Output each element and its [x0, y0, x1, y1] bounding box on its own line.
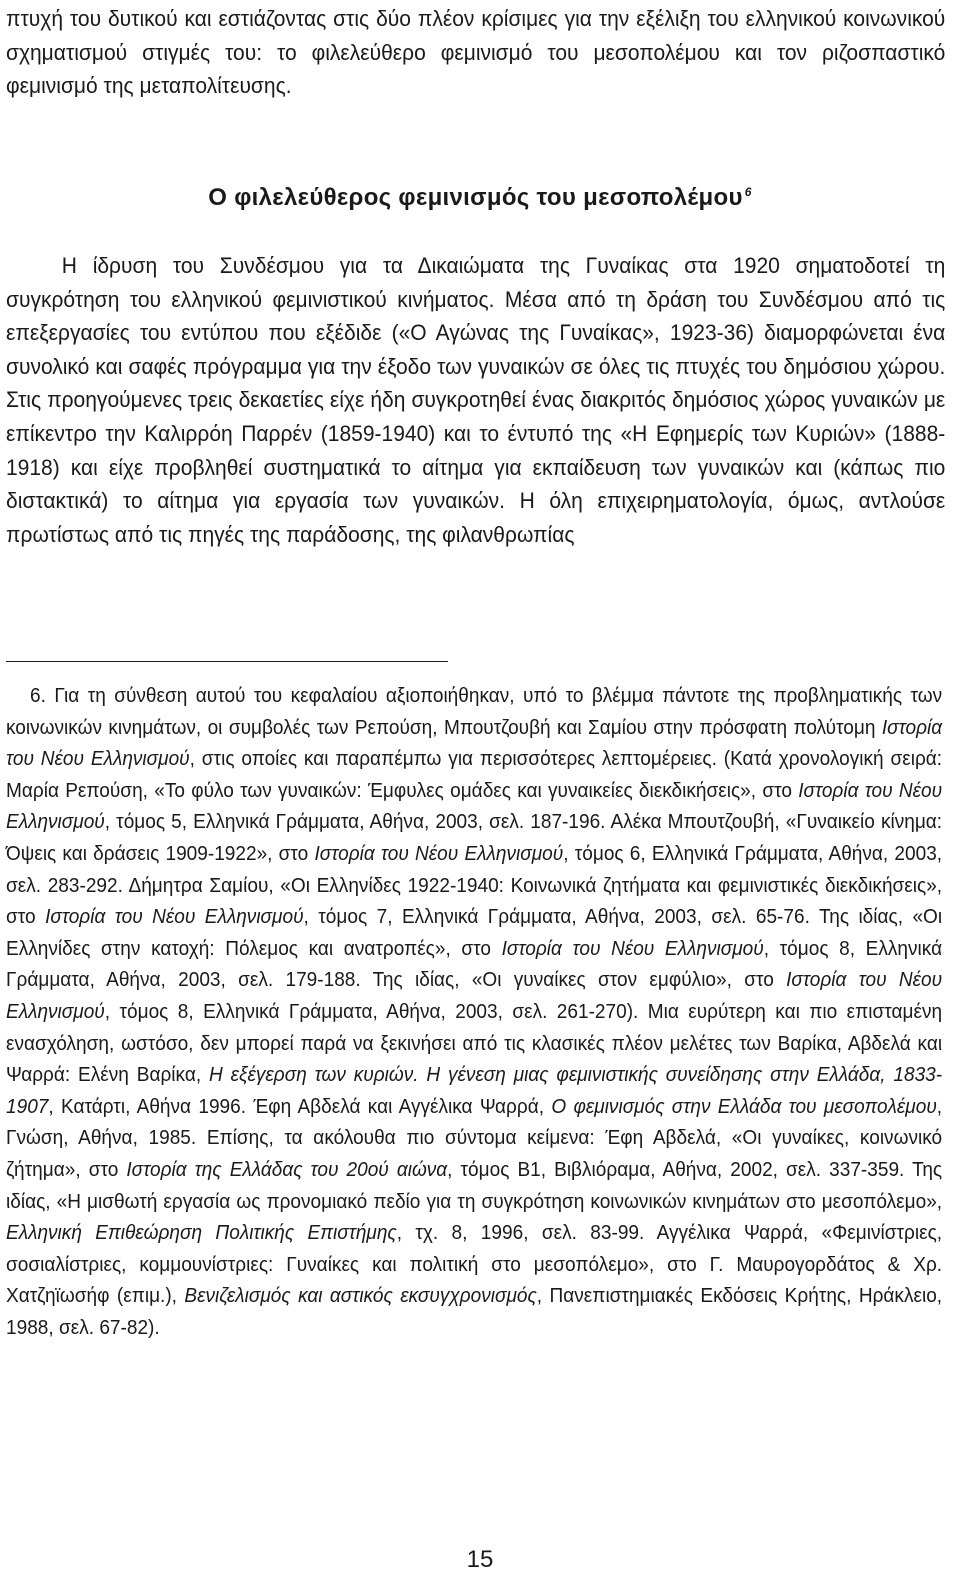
footnote-segment: , στις οποίες και παραπέμπω για περισσότερες λεπτομέρειες. (Κατά χρονολογική σειρά: Μαρία Ρεπούση, «Το φύλο των γυναικών: Έμφυλες ομάδες και γυναικείες διεκδικήσεις», στο: [6, 747, 943, 802]
footnote-title-italic: Η εξέγερση των κυριών. Η γένεση μιας φεμινιστικής συνείδησης στην Ελλάδα, 1833-1907: [6, 1063, 943, 1118]
footnote-title-italic: Ιστορία του Νέου Ελληνισμού: [6, 715, 943, 771]
body-paragraph: Η ίδρυση του Συνδέσμου για τα Δικαιώματα της Γυναίκας στα 1920 σηματοδοτεί τη συγκρότηση του ελληνικού φεμινιστικού κινήματος. Μέσα από τη δράση του Συνδέσμου από τις επεξεργασίες του εντύπου που εξέδιδε («Ο Αγώνας της Γυναίκας», 1923-36) διαμορφώνεται ένα συνολικό και σαφές πρόγραμμα για την έξοδο των γυναικών σε όλες τις πτυχές του δημόσιου χώρου. Στις προηγούμενες τρεις δεκαετίες είχε ήδη συγκροτηθεί ένας διακριτός δημόσιος χώρος γυναικών με επίκεντρο την Καλιρρόη Παρρέν (1859-1940) και το έντυπό της «Η Εφημερίς των Κυριών» (1888-1918) και είχε προβληθεί συστηματικά το αίτημα για εκπαίδευση των γυναικών και (κάπως πιο διστακτικά) το αίτημα για εργασία των γυναικών. Η όλη επιχειρηματολογία, όμως, αντλούσε πρωτίστως από τις πηγές της παράδοσης, της φιλανθρωπίας: [6, 253, 946, 547]
section-heading: [0, 175, 960, 215]
page-number: 15: [466, 1546, 494, 1573]
footnote-segment: , τόμος Β1, Βιβλιόραμα, Αθήνα, 2002, σελ. 337-359. Της ιδίας, «Η μισθωτή εργασία ως προνομιακό πεδίο για τη συγκρότηση κοινωνικών κινημάτων στο μεσοπόλεμο»,: [6, 1157, 943, 1213]
intro-paragraph: πτυχή του δυτικού και εστιάζοντας στις δύο πλέον κρίσιμες για την εξέλιξη του ελληνικού κοινωνικού σχηματισμού στιγμές του: το φιλελεύθερο φεμινισμό του μεσοπολέμου και τον ριζοσπαστικό φεμινισμό της μεταπολίτευσης.: [6, 6, 946, 99]
footnote-segment: , Γνώση, Αθήνα, 1985. Επίσης, τα ακόλουθα πιο σύντομα κείμενα: Έφη Αβδελά, «Οι γυναίκες, κοινωνικό ζήτημα», στο: [6, 1094, 943, 1181]
footnote-segment: , τόμος 8, Ελληνικά Γράμματα, Αθήνα, 2003, σελ. 179-188. Της ιδίας, «Οι γυναίκες στον εμφύλιο», στο: [6, 936, 943, 992]
footnote-title-italic: Ιστορία του Νέου Ελληνισμού: [501, 936, 764, 960]
footnote-segment: , τόμος 6, Ελληνικά Γράμματα, Αθήνα, 2003, σελ. 283-292. Δήμητρα Σαμίου, «Οι Ελληνίδες 1922-1940: Κοινωνικά ζητήματα και φεμινιστικές διεκδικήσεις», στο: [6, 841, 943, 929]
footnote-reference: 6: [744, 185, 752, 199]
footnote-segment: , τόμος 7, Ελληνικά Γράμματα, Αθήνα, 2003, σελ. 65-76. Της ιδίας, «Οι Ελληνίδες στην κατοχή: Πόλεμος και ανατροπές», στο: [6, 905, 943, 960]
section-heading-text: Ο φιλελεύθερος φεμινισμός του μεσοπολέμου: [208, 184, 743, 211]
footnote-segment: , τχ. 8, 1996, σελ. 83-99. Αγγέλικα Ψαρρά, «Φεμινίστριες, σοσιαλίστριες, κομμουνίστριες: Γυναίκες και πολιτική στο μεσοπόλεμο», στο Γ. Μαυρογορδάτος & Χρ. Χατζηϊωσήφ (επιμ.),: [6, 1221, 943, 1308]
footnote-title-italic: Ιστορία του Νέου Ελληνισμού: [45, 905, 304, 929]
footnote-title-italic: Βενιζελισμός και αστικός εκσυγχρονισμός: [184, 1284, 537, 1308]
footnote-title-italic: Ιστορία του Νέου Ελληνισμού: [6, 778, 943, 834]
footnote-title-italic: Ιστορία του Νέου Ελληνισμού: [6, 968, 943, 1023]
footnote-title-italic: Ελληνική Επιθεώρηση Πολιτικής Επιστήμης: [6, 1221, 397, 1245]
footnote-title-italic: Ιστορία της Ελλάδας του 20ού αιώνα: [126, 1157, 448, 1181]
footnote-segment: , Κατάρτι, Αθήνα 1996. Έφη Αβδελά και Αγγέλικα Ψαρρά,: [48, 1094, 552, 1118]
footnote-segment: 6. Για τη σύνθεση αυτού του κεφαλαίου αξιοποιήθηκαν, υπό το βλέμμα πάντοτε της προβληματικής των κοινωνικών κινημάτων, οι συμβολές των Ρεπούση, Μπουτζουβή και Σαμίου στην πρόσφατη πολύτομη: [6, 684, 943, 739]
footnote-separator: [6, 661, 448, 662]
footnote-segment: , τόμος 8, Ελληνικά Γράμματα, Αθήνα, 2003, σελ. 261-270). Μια ευρύτερη και πιο επισταμένη ενασχόληση, ωστόσο, δεν μπορεί παρά να ξεκινήσει από τις κλασικές πλέον μελέτες των Βαρίκα, Αβδελά και Ψαρρά: Ελένη Βαρίκα,: [6, 999, 943, 1087]
footnote-title-italic: Ο φεμινισμός στην Ελλάδα του μεσοπολέμου: [551, 1094, 937, 1118]
footnote-text: [6, 680, 942, 1343]
footnote-title-italic: Ιστορία του Νέου Ελληνισμού: [314, 841, 564, 865]
footnote-segment: , Πανεπιστημιακές Εκδόσεις Κρήτης, Ηράκλειο, 1988, σελ. 67-82).: [6, 1284, 943, 1339]
footnote-segment: , τόμος 5, Ελληνικά Γράμματα, Αθήνα, 2003, σελ. 187-196. Αλέκα Μπουτζουβή, «Γυναικείο κίνημα: Όψεις και δράσεις 1909-1922», στο: [6, 810, 943, 865]
